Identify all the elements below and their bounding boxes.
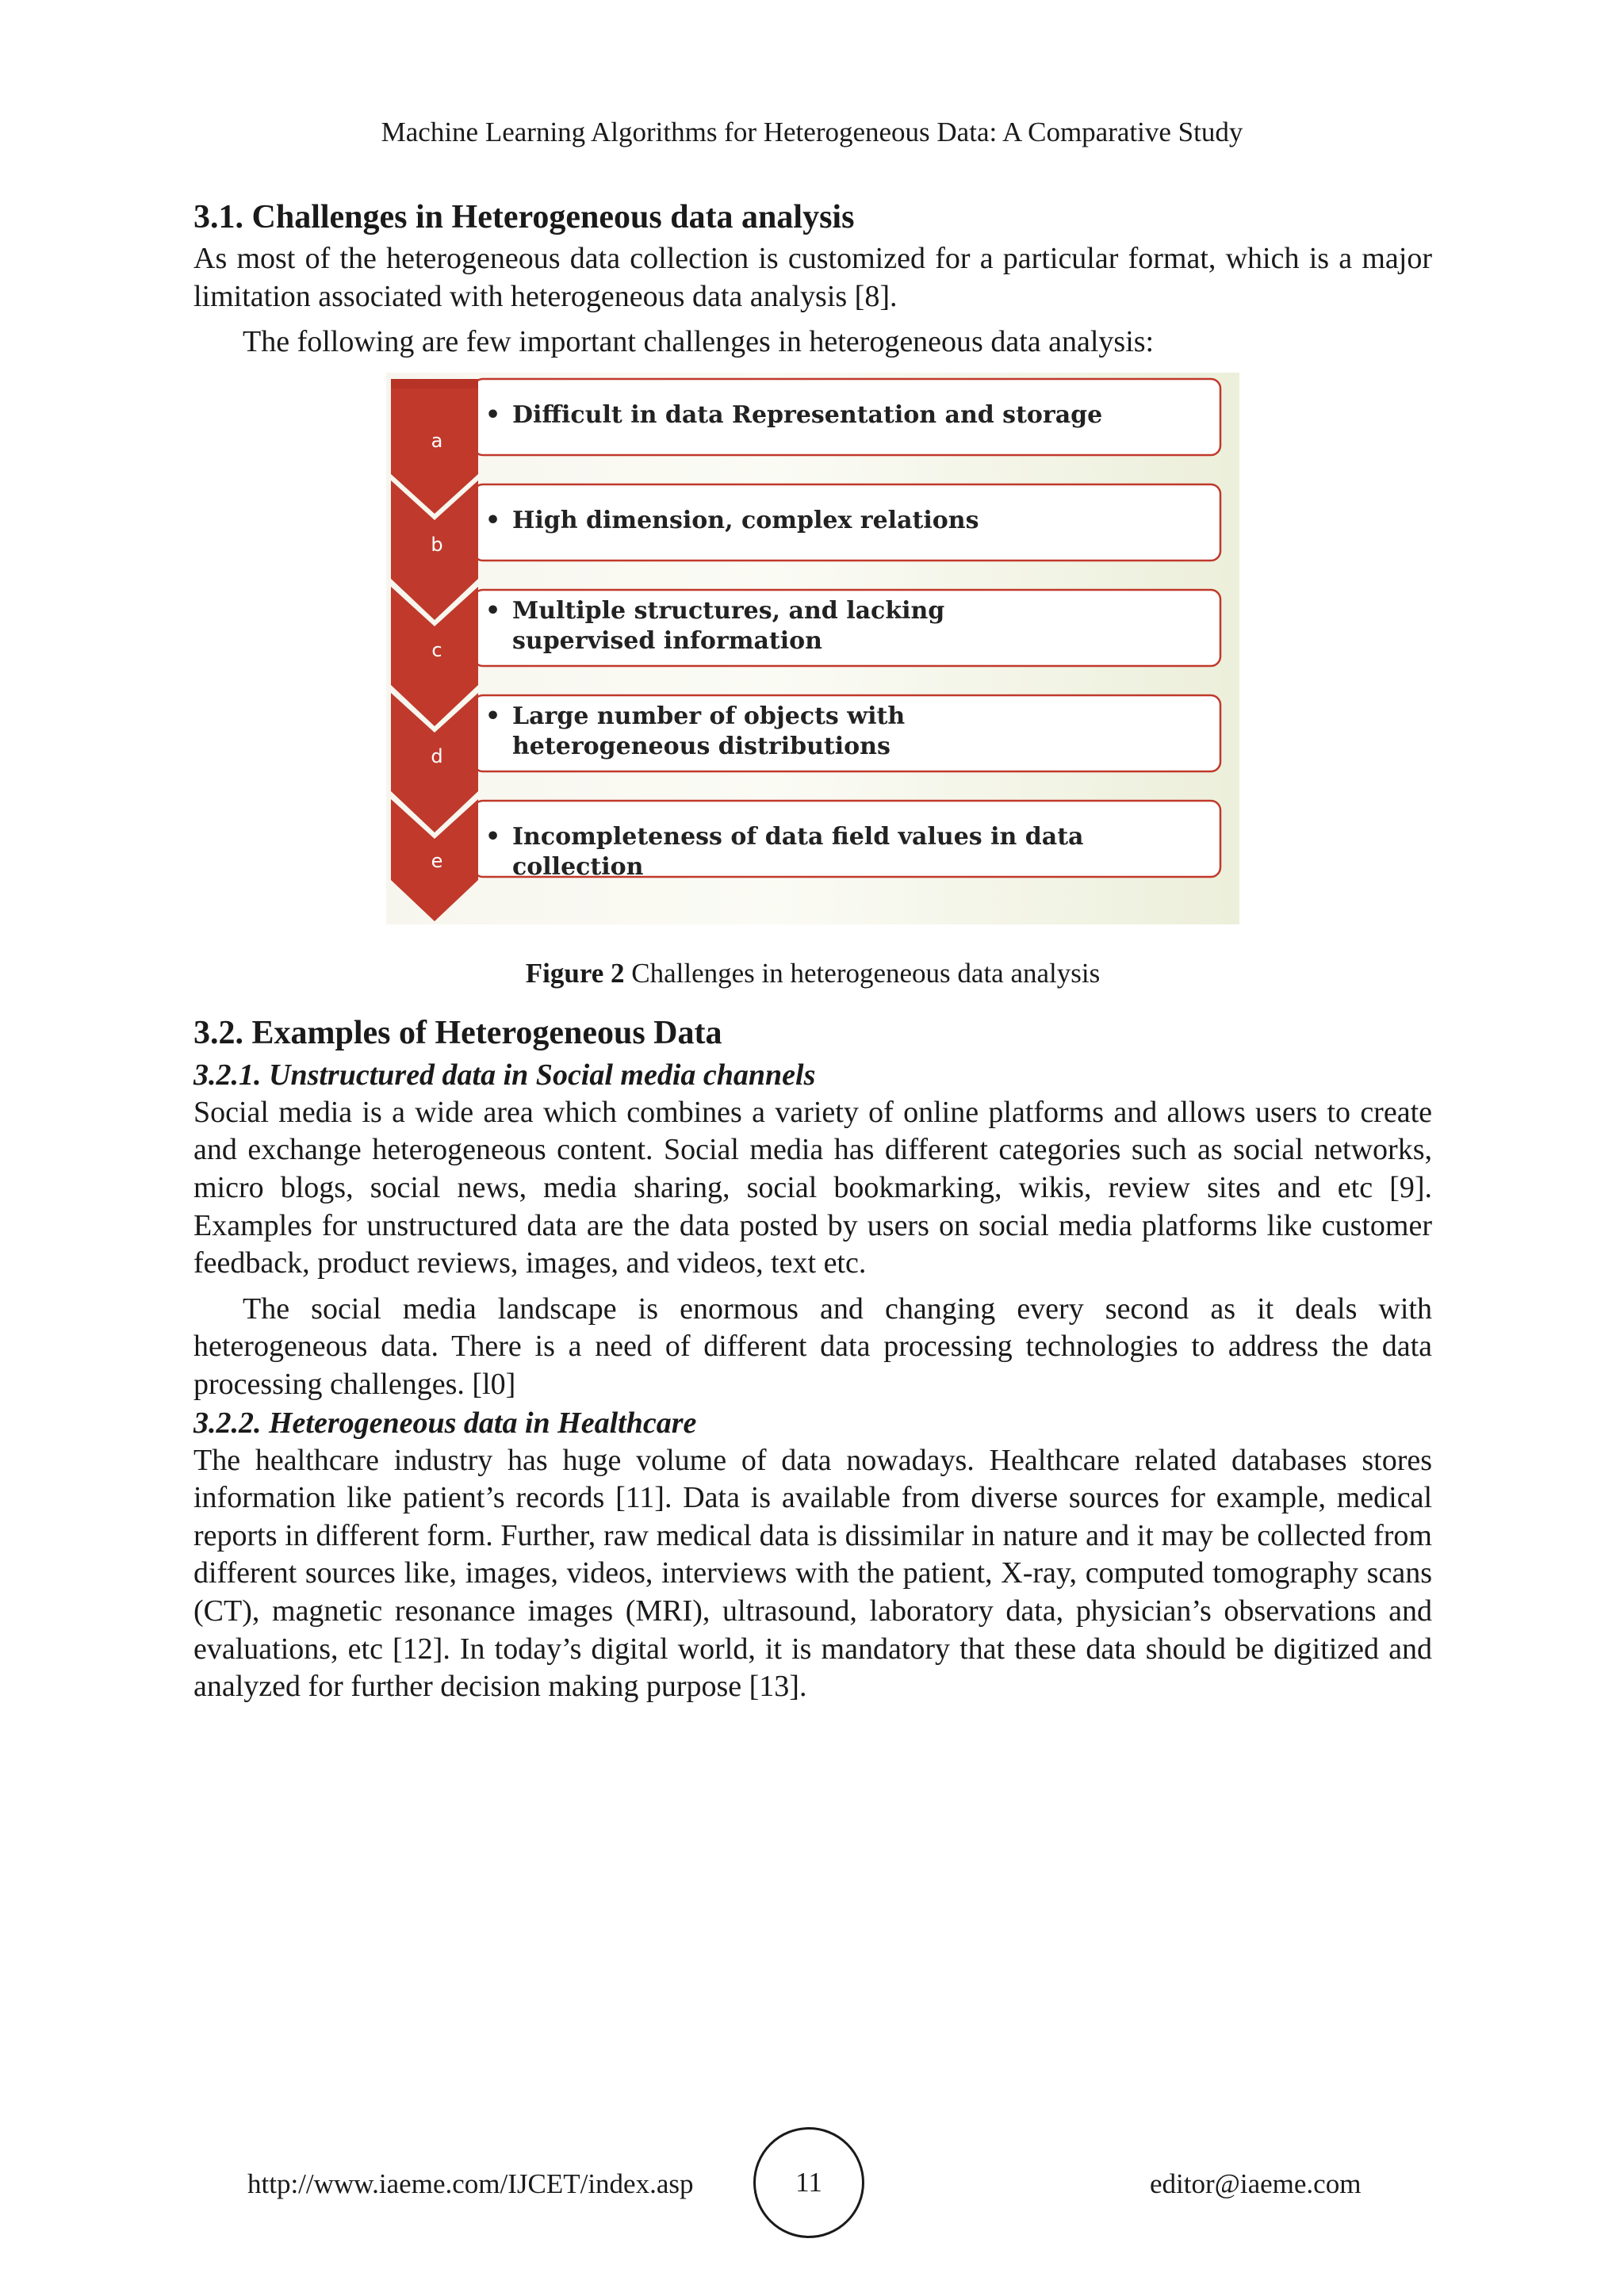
paragraph: As most of the heterogeneous data collection is customized for a particular format, which is a major limitation associated with heterogeneous data analysis [8]. — [193, 242, 1432, 313]
row-text-d — [485, 702, 1072, 762]
chevron-shade — [391, 379, 478, 388]
row-letter-d: d — [431, 744, 443, 767]
row-label: High dimension, complex relations — [512, 506, 979, 534]
paragraph: Social media is a wide area which combines a variety of online platforms and allows users to create and exchange heterogeneous content. Social media has different categories such as social networks, micro blogs, social news, media sharing, social bookmarking, wikis, review sites and etc [9]. Examples for unstructured data are the data posted by users on social media platforms like customer feedback, product reviews, images, and videos, text etc. — [193, 1095, 1432, 1280]
bullet-icon: • — [485, 400, 501, 429]
page-number: 11 — [753, 2127, 864, 2238]
footer-email-link[interactable]: editor@iaeme.com — [1150, 2168, 1362, 2199]
caption-label: Figure 2 — [525, 957, 625, 989]
section-heading-3-1: 3.1. Challenges in Heterogeneous data analysis — [193, 199, 855, 235]
paragraph: The social media landscape is enormous and changing every second as it deals with heterogeneous data. There is a need of different data processing technologies to address the data processing challenges. [l0] — [193, 1292, 1432, 1401]
footer-url-link[interactable]: http://www.iaeme.com/IJCET/index.asp — [247, 2168, 694, 2199]
row-label: Difficult in data Representation and storage — [512, 400, 1103, 429]
row-letter-a: a — [431, 429, 443, 452]
row-letter-e: e — [431, 849, 443, 872]
row-letter-b: b — [431, 533, 443, 556]
figure-caption — [193, 956, 1432, 991]
bullet-icon: • — [485, 596, 501, 625]
row-text-e — [485, 822, 1183, 882]
bullet-icon: • — [485, 702, 501, 730]
bullet-icon: • — [485, 506, 501, 534]
subsection-heading-3-2-1: 3.2.1. Unstructured data in Social media channels — [193, 1058, 816, 1092]
row-label: Large number of objects with heterogeneous distributions — [512, 702, 906, 760]
row-text-b — [485, 506, 1120, 536]
row-label: Incompleteness of data field values in data collection — [512, 822, 1084, 881]
bullet-icon: • — [485, 822, 501, 851]
row-label: Multiple structures, and lacking supervised information — [512, 596, 945, 655]
subsection-heading-3-2-2: 3.2.2. Heterogeneous data in Healthcare — [193, 1406, 697, 1440]
row-text-c — [485, 596, 1056, 656]
running-head: Machine Learning Algorithms for Heterogeneous Data: A Comparative Study — [381, 117, 1243, 147]
main-content — [193, 194, 1432, 1706]
caption-text: Challenges in heterogeneous data analysis — [624, 957, 1101, 989]
paragraph: The healthcare industry has huge volume of data nowadays. Healthcare related databases stores information like patient’s records [11]. Data is available from diverse sources for example, medical reports in different form. Further, raw medical data is dissimilar in nature and it may be collected from different sources like, images, videos, interviews with the patient, X-ray, computed tomography scans (CT), magnetic resonance images (MRI), ultrasound, laboratory data, physician’s observations and evaluations, etc [12]. In today’s digital world, it is mandatory that these data should be digitized and analyzed for further decision making purpose [13]. — [193, 1443, 1432, 1704]
figure-challenges — [386, 373, 1239, 924]
row-letter-c: c — [431, 638, 442, 661]
row-text-a — [485, 400, 1120, 430]
paragraph: The following are few important challenges in heterogeneous data analysis: — [243, 325, 1155, 359]
section-heading-3-2: 3.2. Examples of Heterogeneous Data — [193, 1014, 722, 1051]
